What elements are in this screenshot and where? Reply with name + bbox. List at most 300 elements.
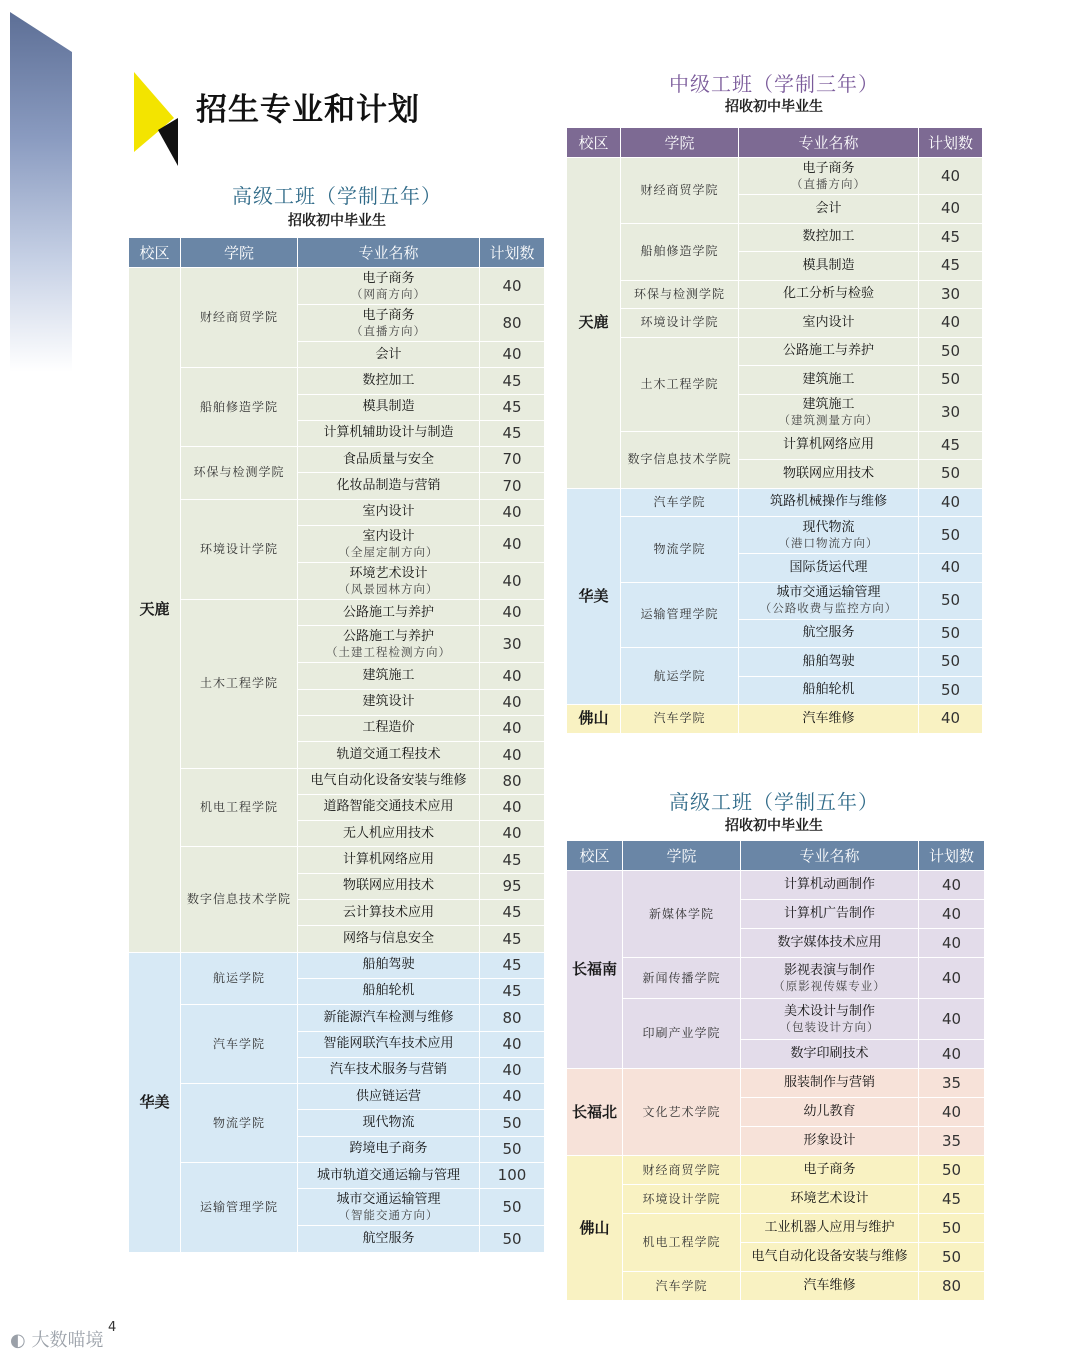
plan-count-cell: 40 bbox=[480, 526, 545, 563]
major-cell bbox=[298, 526, 480, 563]
plan-count-cell: 45 bbox=[919, 223, 983, 252]
major-cell bbox=[298, 794, 480, 820]
major-cell bbox=[298, 600, 480, 626]
plan-count-cell: 80 bbox=[480, 1005, 545, 1031]
major-cell bbox=[298, 368, 480, 394]
major-name: 室内设计 bbox=[802, 314, 855, 330]
table-row bbox=[567, 999, 985, 1040]
decorative-side-bar bbox=[10, 12, 72, 372]
major-name: 网络与信息安全 bbox=[342, 930, 434, 946]
college-cell: 印刷产业学院 bbox=[623, 999, 741, 1069]
major-cell bbox=[739, 554, 919, 583]
major-cell bbox=[298, 1136, 480, 1162]
major-direction: （直播方向） bbox=[351, 323, 426, 338]
college-cell: 物流学院 bbox=[181, 1084, 298, 1163]
major-name: 工程造价 bbox=[362, 720, 415, 736]
plan-count-cell: 70 bbox=[480, 447, 545, 473]
logo-mark-icon bbox=[134, 72, 180, 166]
plan-count-cell: 50 bbox=[919, 648, 983, 677]
plan-count-cell: 50 bbox=[480, 1189, 545, 1226]
major-cell bbox=[298, 342, 480, 368]
plan-count-cell: 35 bbox=[919, 1069, 985, 1098]
college-cell: 汽车学院 bbox=[621, 488, 739, 517]
table-row bbox=[567, 1156, 985, 1185]
column-header: 学院 bbox=[181, 238, 298, 268]
plan-count-cell: 40 bbox=[480, 563, 545, 600]
plan-count-cell: 40 bbox=[919, 158, 983, 195]
plan-count-cell: 40 bbox=[919, 900, 985, 929]
major-name: 物联网应用技术 bbox=[342, 878, 434, 894]
section-title-intermediate: 中级工班（学制三年） bbox=[669, 72, 879, 96]
major-name: 环境艺术设计 bbox=[349, 565, 428, 581]
table-row bbox=[129, 1084, 545, 1110]
major-name: 数字印刷技术 bbox=[790, 1045, 869, 1061]
major-direction: （直播方向） bbox=[791, 176, 866, 191]
table-row bbox=[129, 447, 545, 473]
major-name: 城市交通运输管理 bbox=[776, 585, 881, 601]
plan-count-cell: 50 bbox=[480, 1110, 545, 1136]
plan-count-cell: 50 bbox=[919, 517, 983, 554]
college-cell: 财经商贸学院 bbox=[181, 268, 298, 368]
watermark-logo-icon: ◐ bbox=[10, 1330, 26, 1351]
table-row bbox=[567, 1272, 985, 1301]
major-cell bbox=[739, 366, 919, 395]
major-cell bbox=[298, 926, 480, 952]
major-name: 物联网应用技术 bbox=[782, 465, 874, 481]
major-name: 形象设计 bbox=[803, 1132, 856, 1148]
major-name: 智能网联汽车技术应用 bbox=[323, 1036, 454, 1052]
college-cell: 船舶修造学院 bbox=[621, 223, 739, 280]
plan-count-cell: 100 bbox=[480, 1163, 545, 1189]
plan-count-cell: 40 bbox=[480, 1057, 545, 1083]
plan-count-cell: 40 bbox=[480, 742, 545, 768]
table-row bbox=[129, 952, 545, 978]
major-name: 无人机应用技术 bbox=[342, 825, 434, 841]
column-header: 专业名称 bbox=[298, 238, 480, 268]
column-header: 校区 bbox=[567, 841, 623, 871]
plan-count-cell: 45 bbox=[480, 847, 545, 873]
plan-count-cell: 40 bbox=[480, 342, 545, 368]
college-cell: 文化艺术学院 bbox=[623, 1069, 741, 1156]
major-name: 计算机动画制作 bbox=[783, 876, 875, 892]
plan-count-cell: 40 bbox=[919, 999, 985, 1040]
major-direction: （公路收费与监控方向） bbox=[759, 601, 898, 616]
table-row bbox=[129, 847, 545, 873]
plan-count-cell: 80 bbox=[480, 768, 545, 794]
table-row bbox=[567, 309, 983, 338]
plan-count-cell: 30 bbox=[919, 280, 983, 309]
major-name: 幼儿教育 bbox=[803, 1103, 856, 1119]
major-name: 环境艺术设计 bbox=[790, 1190, 869, 1206]
college-cell: 环保与检测学院 bbox=[621, 280, 739, 309]
column-header: 专业名称 bbox=[739, 128, 919, 158]
plan-count-cell: 45 bbox=[480, 394, 545, 420]
table-row bbox=[129, 368, 545, 394]
plan-count-cell: 45 bbox=[919, 252, 983, 281]
major-direction: （智能交通方向） bbox=[338, 1208, 439, 1223]
plan-count-cell: 40 bbox=[480, 1084, 545, 1110]
plan-count-cell: 45 bbox=[480, 368, 545, 394]
college-cell: 财经商贸学院 bbox=[623, 1156, 741, 1185]
major-cell bbox=[741, 871, 919, 900]
major-cell bbox=[298, 1057, 480, 1083]
plan-count-cell: 50 bbox=[919, 582, 983, 619]
major-name: 建筑施工 bbox=[802, 397, 855, 413]
major-cell bbox=[739, 705, 919, 734]
table-row bbox=[567, 517, 983, 554]
major-name: 室内设计 bbox=[362, 528, 415, 544]
college-cell: 汽车学院 bbox=[621, 705, 739, 734]
campus-cell: 佛山 bbox=[567, 1156, 623, 1301]
major-cell bbox=[298, 420, 480, 446]
major-cell bbox=[739, 394, 919, 431]
college-cell: 机电工程学院 bbox=[181, 768, 298, 847]
plan-count-cell: 45 bbox=[480, 420, 545, 446]
section-title-senior-left: 高级工班（学制五年） bbox=[232, 184, 442, 208]
major-cell bbox=[298, 742, 480, 768]
plan-count-cell: 40 bbox=[480, 794, 545, 820]
major-direction: （网商方向） bbox=[351, 286, 426, 301]
major-name: 计算机辅助设计与制造 bbox=[323, 425, 454, 441]
major-cell bbox=[298, 473, 480, 499]
watermark-text: 大数喵境 bbox=[31, 1330, 104, 1351]
major-cell bbox=[298, 821, 480, 847]
college-cell: 汽车学院 bbox=[181, 1005, 298, 1084]
table-row bbox=[129, 268, 545, 305]
column-header: 计划数 bbox=[480, 238, 545, 268]
major-name: 筑路机械操作与维修 bbox=[769, 494, 887, 510]
table-row bbox=[567, 1069, 985, 1098]
major-name: 服装制作与营销 bbox=[783, 1074, 875, 1090]
major-name: 电子商务 bbox=[362, 270, 415, 286]
plan-count-cell: 40 bbox=[480, 821, 545, 847]
plan-count-cell: 40 bbox=[919, 929, 985, 958]
column-header: 专业名称 bbox=[741, 841, 919, 871]
major-cell bbox=[298, 952, 480, 978]
campus-cell: 华美 bbox=[567, 488, 621, 705]
major-cell bbox=[298, 1226, 480, 1252]
major-name: 工业机器人应用与维护 bbox=[764, 1219, 895, 1235]
watermark bbox=[10, 1326, 103, 1352]
major-cell bbox=[298, 305, 480, 342]
table-row bbox=[567, 1185, 985, 1214]
major-name: 美术设计与制作 bbox=[783, 1003, 875, 1019]
campus-cell: 天鹿 bbox=[129, 268, 181, 953]
campus-cell: 长福北 bbox=[567, 1069, 623, 1156]
college-cell: 数字信息技术学院 bbox=[181, 847, 298, 952]
major-cell bbox=[298, 1031, 480, 1057]
major-direction: （包装设计方向） bbox=[779, 1019, 880, 1034]
plan-count-cell: 50 bbox=[480, 1136, 545, 1162]
major-cell bbox=[741, 1214, 919, 1243]
major-name: 公路施工与养护 bbox=[342, 604, 434, 620]
section-title-senior-right: 高级工班（学制五年） bbox=[669, 790, 879, 814]
major-cell bbox=[298, 689, 480, 715]
plan-count-cell: 70 bbox=[480, 473, 545, 499]
plan-count-cell: 40 bbox=[919, 958, 985, 999]
major-cell bbox=[298, 499, 480, 525]
major-cell bbox=[298, 626, 480, 663]
plan-count-cell: 80 bbox=[919, 1272, 985, 1301]
major-cell bbox=[739, 648, 919, 677]
major-name: 城市交通运输管理 bbox=[336, 1192, 441, 1207]
plan-count-cell: 45 bbox=[480, 952, 545, 978]
major-name: 数控加工 bbox=[362, 372, 415, 388]
major-cell bbox=[741, 1272, 919, 1301]
college-cell: 环境设计学院 bbox=[623, 1185, 741, 1214]
major-direction: （全屋定制方向） bbox=[338, 545, 439, 560]
plan-count-cell: 45 bbox=[480, 900, 545, 926]
plan-count-cell: 50 bbox=[919, 460, 983, 489]
column-header: 校区 bbox=[129, 238, 181, 268]
plan-count-cell: 45 bbox=[919, 1185, 985, 1214]
major-cell bbox=[741, 958, 919, 999]
college-cell: 财经商贸学院 bbox=[621, 158, 739, 224]
plan-count-cell: 50 bbox=[919, 619, 983, 648]
plan-count-cell: 40 bbox=[480, 689, 545, 715]
table-row bbox=[567, 705, 983, 734]
table-row bbox=[567, 431, 983, 460]
major-cell bbox=[739, 619, 919, 648]
plan-count-cell: 45 bbox=[480, 926, 545, 952]
table-row bbox=[567, 958, 985, 999]
plan-count-cell: 45 bbox=[480, 978, 545, 1004]
table-row bbox=[129, 600, 545, 626]
major-name: 计算机网络应用 bbox=[782, 437, 874, 453]
major-cell bbox=[739, 158, 919, 195]
plan-count-cell: 40 bbox=[919, 554, 983, 583]
table-row bbox=[129, 768, 545, 794]
major-name: 数字媒体技术应用 bbox=[777, 934, 882, 950]
table-row bbox=[567, 488, 983, 517]
major-direction: （港口物流方向） bbox=[778, 535, 879, 550]
plan-count-cell: 40 bbox=[919, 871, 985, 900]
major-name: 电子商务 bbox=[803, 1161, 856, 1177]
column-header: 学院 bbox=[621, 128, 739, 158]
plan-count-cell: 40 bbox=[919, 705, 983, 734]
plan-count-cell: 80 bbox=[480, 305, 545, 342]
major-name: 室内设计 bbox=[362, 504, 415, 520]
major-name: 电子商务 bbox=[362, 307, 415, 323]
major-cell bbox=[741, 1040, 919, 1069]
major-name: 建筑施工 bbox=[362, 667, 415, 683]
college-cell: 物流学院 bbox=[621, 517, 739, 583]
college-cell: 运输管理学院 bbox=[181, 1163, 298, 1253]
major-name: 船舶轮机 bbox=[802, 682, 855, 698]
major-cell bbox=[298, 873, 480, 899]
major-name: 现代物流 bbox=[362, 1114, 415, 1130]
major-cell bbox=[739, 195, 919, 224]
major-cell bbox=[298, 663, 480, 689]
major-cell bbox=[298, 768, 480, 794]
major-name: 航空服务 bbox=[802, 625, 855, 641]
major-name: 计算机广告制作 bbox=[783, 905, 875, 921]
major-cell bbox=[741, 1185, 919, 1214]
section-subtitle-senior-left: 招收初中毕业生 bbox=[288, 213, 386, 229]
plan-count-cell: 40 bbox=[480, 499, 545, 525]
section-subtitle-intermediate: 招收初中毕业生 bbox=[725, 99, 823, 115]
table-row bbox=[567, 337, 983, 366]
major-cell bbox=[739, 582, 919, 619]
table-row bbox=[567, 1214, 985, 1243]
major-name: 公路施工与养护 bbox=[782, 343, 874, 359]
table-row bbox=[567, 158, 983, 195]
major-cell bbox=[298, 847, 480, 873]
plan-count-cell: 50 bbox=[919, 1156, 985, 1185]
college-cell: 土木工程学院 bbox=[621, 337, 739, 431]
section-subtitle-senior-right: 招收初中毕业生 bbox=[725, 818, 823, 834]
major-cell bbox=[741, 1127, 919, 1156]
major-cell bbox=[741, 1156, 919, 1185]
major-cell bbox=[739, 431, 919, 460]
major-cell bbox=[298, 1110, 480, 1136]
major-name: 食品质量与安全 bbox=[342, 451, 434, 467]
major-name: 电子商务 bbox=[802, 160, 855, 176]
plan-table-senior-right bbox=[566, 840, 985, 1301]
table-row bbox=[567, 871, 985, 900]
campus-cell: 天鹿 bbox=[567, 158, 621, 489]
major-cell bbox=[741, 1098, 919, 1127]
major-cell bbox=[298, 268, 480, 305]
major-cell bbox=[739, 676, 919, 705]
college-cell: 汽车学院 bbox=[623, 1272, 741, 1301]
major-name: 计算机网络应用 bbox=[342, 851, 434, 867]
college-cell: 新闻传播学院 bbox=[623, 958, 741, 999]
major-cell bbox=[739, 337, 919, 366]
plan-count-cell: 40 bbox=[480, 268, 545, 305]
major-cell bbox=[298, 900, 480, 926]
plan-count-cell: 95 bbox=[480, 873, 545, 899]
plan-count-cell: 40 bbox=[480, 715, 545, 741]
major-cell bbox=[741, 929, 919, 958]
major-cell bbox=[739, 517, 919, 554]
major-cell bbox=[741, 999, 919, 1040]
column-header: 计划数 bbox=[919, 128, 983, 158]
page-number: 4 bbox=[108, 1320, 117, 1335]
major-name: 航空服务 bbox=[362, 1230, 415, 1246]
plan-count-cell: 40 bbox=[919, 1098, 985, 1127]
major-name: 公路施工与养护 bbox=[342, 629, 434, 645]
college-cell: 机电工程学院 bbox=[623, 1214, 741, 1272]
major-direction: （风景园林方向） bbox=[338, 582, 439, 597]
major-cell bbox=[739, 488, 919, 517]
major-name: 供应链运营 bbox=[355, 1088, 421, 1104]
college-cell: 环保与检测学院 bbox=[181, 447, 298, 500]
table-row bbox=[567, 648, 983, 677]
major-name: 会计 bbox=[375, 346, 402, 362]
major-name: 城市轨道交通运输与管理 bbox=[316, 1167, 460, 1183]
plan-table-senior-left bbox=[128, 237, 545, 1253]
major-name: 轨道交通工程技术 bbox=[336, 746, 441, 762]
major-cell bbox=[298, 563, 480, 600]
plan-count-cell: 30 bbox=[919, 394, 983, 431]
major-name: 建筑施工 bbox=[802, 371, 855, 387]
major-direction: （原影视传媒专业） bbox=[773, 978, 886, 993]
college-cell: 新媒体学院 bbox=[623, 871, 741, 958]
major-name: 汽车维修 bbox=[802, 710, 855, 726]
column-header: 计划数 bbox=[919, 841, 985, 871]
major-cell bbox=[298, 715, 480, 741]
major-cell bbox=[298, 1005, 480, 1031]
campus-cell: 华美 bbox=[129, 952, 181, 1252]
major-cell bbox=[741, 900, 919, 929]
major-name: 建筑设计 bbox=[362, 694, 415, 710]
plan-count-cell: 40 bbox=[919, 195, 983, 224]
major-name: 现代物流 bbox=[802, 519, 855, 535]
major-name: 模具制造 bbox=[802, 257, 855, 273]
college-cell: 航运学院 bbox=[621, 648, 739, 705]
plan-count-cell: 40 bbox=[919, 1040, 985, 1069]
major-name: 化工分析与检验 bbox=[782, 286, 874, 302]
major-name: 数控加工 bbox=[802, 229, 855, 245]
major-name: 跨境电子商务 bbox=[349, 1141, 428, 1157]
major-direction: （土建工程检测方向） bbox=[326, 645, 451, 660]
major-name: 船舶轮机 bbox=[362, 983, 415, 999]
major-name: 影视表演与制作 bbox=[783, 962, 875, 978]
column-header: 学院 bbox=[623, 841, 741, 871]
major-cell bbox=[298, 447, 480, 473]
major-name: 汽车技术服务与营销 bbox=[329, 1062, 447, 1078]
plan-count-cell: 50 bbox=[480, 1226, 545, 1252]
plan-count-cell: 40 bbox=[919, 309, 983, 338]
major-name: 船舶驾驶 bbox=[802, 653, 855, 669]
campus-cell: 佛山 bbox=[567, 705, 621, 734]
major-name: 化妆品制造与营销 bbox=[336, 478, 441, 493]
plan-count-cell: 50 bbox=[919, 337, 983, 366]
table-row bbox=[129, 499, 545, 525]
major-cell bbox=[741, 1243, 919, 1272]
plan-count-cell: 40 bbox=[480, 663, 545, 689]
plan-count-cell: 40 bbox=[919, 488, 983, 517]
college-cell: 环境设计学院 bbox=[181, 499, 298, 599]
table-row bbox=[567, 280, 983, 309]
plan-table-intermediate bbox=[566, 127, 983, 734]
major-name: 国际货运代理 bbox=[789, 559, 868, 575]
college-cell: 土木工程学院 bbox=[181, 600, 298, 768]
major-name: 新能源汽车检测与维修 bbox=[323, 1009, 454, 1025]
table-row bbox=[567, 582, 983, 619]
college-cell: 船舶修造学院 bbox=[181, 368, 298, 447]
college-cell: 环境设计学院 bbox=[621, 309, 739, 338]
major-name: 汽车维修 bbox=[803, 1277, 856, 1293]
column-header: 校区 bbox=[567, 128, 621, 158]
plan-count-cell: 50 bbox=[919, 1243, 985, 1272]
table-row bbox=[567, 223, 983, 252]
plan-count-cell: 40 bbox=[480, 600, 545, 626]
plan-count-cell: 50 bbox=[919, 676, 983, 705]
major-cell bbox=[739, 309, 919, 338]
plan-count-cell: 30 bbox=[480, 626, 545, 663]
major-name: 船舶驾驶 bbox=[362, 957, 415, 973]
major-name: 电气自动化设备安装与维修 bbox=[751, 1248, 908, 1264]
major-name: 云计算技术应用 bbox=[342, 904, 434, 920]
major-direction: （建筑测量方向） bbox=[778, 413, 879, 428]
major-name: 会计 bbox=[815, 200, 842, 216]
plan-count-cell: 50 bbox=[919, 1214, 985, 1243]
major-cell bbox=[739, 223, 919, 252]
major-cell bbox=[298, 1189, 480, 1226]
major-name: 电气自动化设备安装与维修 bbox=[310, 773, 467, 789]
college-cell: 航运学院 bbox=[181, 952, 298, 1005]
major-cell bbox=[739, 460, 919, 489]
plan-count-cell: 35 bbox=[919, 1127, 985, 1156]
college-cell: 数字信息技术学院 bbox=[621, 431, 739, 488]
table-row bbox=[129, 1005, 545, 1031]
campus-cell: 长福南 bbox=[567, 871, 623, 1069]
table-row bbox=[129, 1163, 545, 1189]
plan-count-cell: 45 bbox=[919, 431, 983, 460]
major-cell bbox=[741, 1069, 919, 1098]
